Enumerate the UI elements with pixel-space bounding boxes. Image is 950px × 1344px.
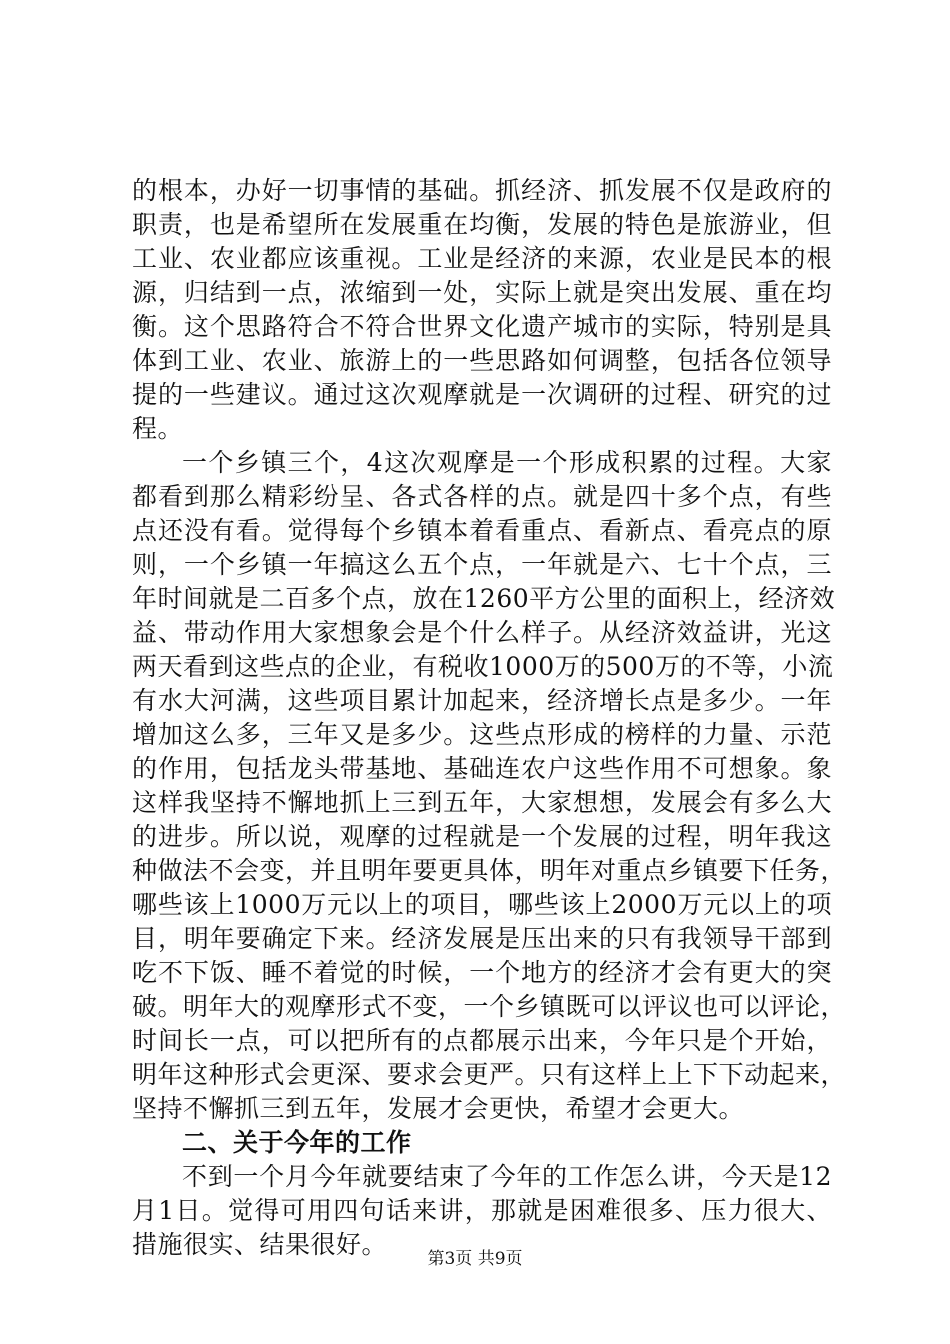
text-line: 都看到那么精彩纷呈、各式各样的点。就是四十多个点，有些 — [132, 482, 832, 511]
text-line: 体到工业、农业、旅游上的一些思路如何调整，包括各位领导 — [132, 346, 832, 375]
text-line: 一个乡镇三个，4这次观摩是一个形成积累的过程。大家 — [182, 448, 832, 477]
text-line: 衡。这个思路符合不符合世界文化遗产城市的实际，特别是具 — [132, 312, 832, 341]
text-line: 有水大河满，这些项目累计加起来，经济增长点是多少。一年 — [132, 686, 832, 715]
text-line: 时间长一点，可以把所有的点都展示出来，今年只是个开始， — [132, 1026, 832, 1055]
text-line: 这样我坚持不懈地抓上三到五年，大家想想，发展会有多么大 — [132, 788, 832, 817]
section-heading: 二、关于今年的工作 — [182, 1128, 412, 1157]
page-number-footer: 第3页 共9页 — [427, 1249, 523, 1269]
text-line: 吃不下饭、睡不着觉的时候，一个地方的经济才会有更大的突 — [132, 958, 832, 987]
text-line: 点还没有看。觉得每个乡镇本着看重点、看新点、看亮点的原 — [132, 516, 832, 545]
text-line: 两天看到这些点的企业，有税收1000万的500万的不等，小流 — [132, 652, 834, 681]
text-line: 的作用，包括龙头带基地、基础连农户这些作用不可想象。象 — [132, 754, 832, 783]
body-text — [132, 174, 847, 1262]
text-line: 坚持不懈抓三到五年，发展才会更快，希望才会更大。 — [132, 1094, 745, 1123]
text-line: 增加这么多，三年又是多少。这些点形成的榜样的力量、示范 — [132, 720, 832, 749]
text-line: 不到一个月今年就要结束了今年的工作怎么讲，今天是12 — [182, 1162, 832, 1191]
text-line: 年时间就是二百多个点，放在1260平方公里的面积上，经济效 — [132, 584, 836, 613]
text-line: 明年这种形式会更深、要求会更严。只有这样上上下下动起来， — [132, 1060, 847, 1089]
text-line: 目，明年要确定下来。经济发展是压出来的只有我领导干部到 — [132, 924, 832, 953]
text-line: 破。明年大的观摩形式不变，一个乡镇既可以评议也可以评论， — [132, 992, 847, 1021]
text-line: 工业、农业都应该重视。工业是经济的来源，农业是民本的根 — [132, 244, 832, 273]
text-line: 措施很实、结果很好。 — [132, 1230, 388, 1259]
text-line: 的进步。所以说，观摩的过程就是一个发展的过程，明年我这 — [132, 822, 832, 851]
text-line: 则，一个乡镇一年搞这么五个点，一年就是六、七十个点，三 — [132, 550, 832, 579]
text-line: 源，归结到一点，浓缩到一处，实际上就是突出发展、重在均 — [132, 278, 832, 307]
text-line: 职责，也是希望所在发展重在均衡，发展的特色是旅游业，但 — [132, 210, 832, 239]
text-line: 益、带动作用大家想象会是个什么样子。从经济效益讲，光这 — [132, 618, 832, 647]
text-line: 的根本，办好一切事情的基础。抓经济、抓发展不仅是政府的 — [132, 176, 832, 205]
text-line: 月1日。觉得可用四句话来讲，那就是困难很多、压力很大、 — [132, 1196, 832, 1225]
text-line: 种做法不会变，并且明年要更具体，明年对重点乡镇要下任务， — [132, 856, 847, 885]
text-line: 程。 — [132, 414, 184, 443]
text-line: 哪些该上1000万元以上的项目，哪些该上2000万元以上的项 — [132, 890, 832, 919]
text-line: 提的一些建议。通过这次观摩就是一次调研的过程、研究的过 — [132, 380, 832, 409]
